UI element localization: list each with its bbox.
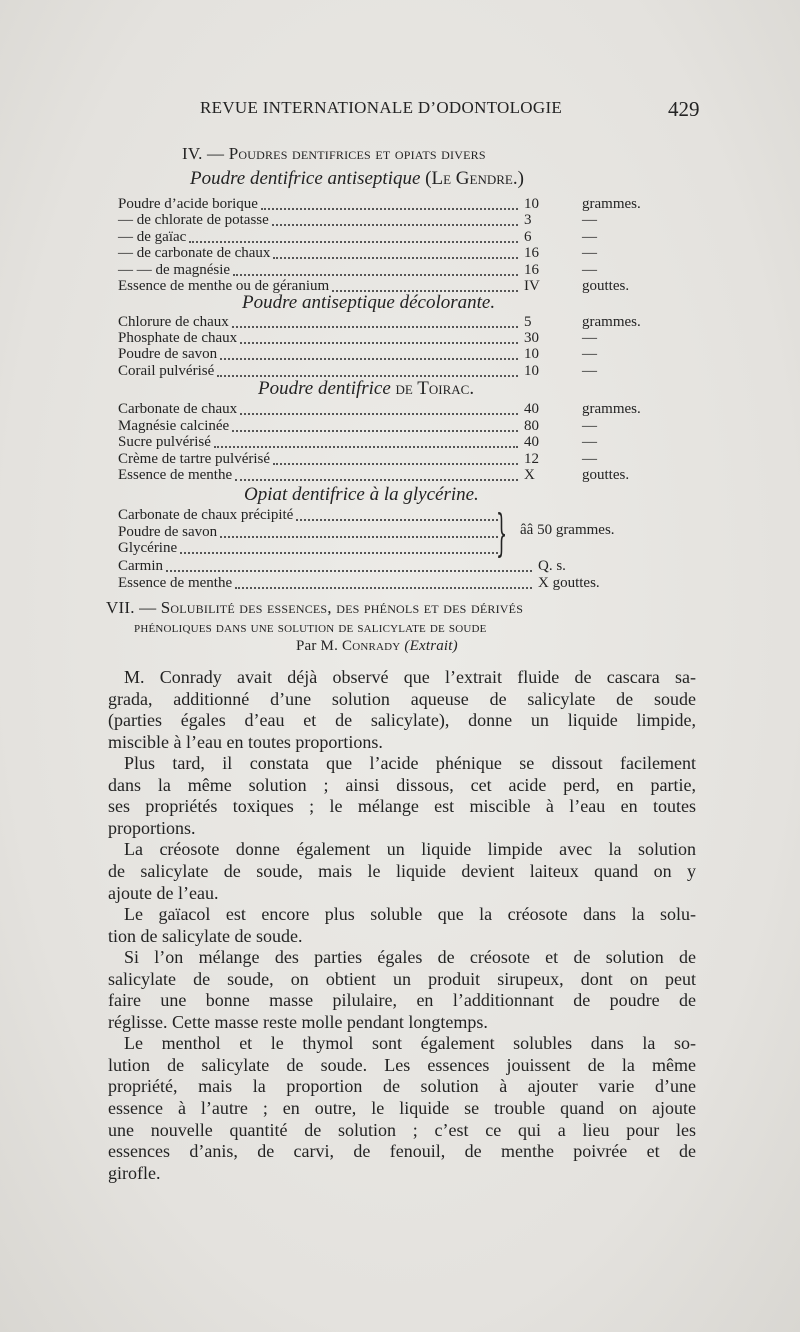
recipe1-title-italic: Poudre dentifrice antiseptique (190, 168, 421, 189)
ingredient-unit: — (582, 212, 597, 229)
body-line: Plus tard, il constata que l’acide phénique se dissout facilement (124, 753, 696, 774)
ingredient-quantity: 40 (524, 401, 539, 417)
ingredient-row (118, 540, 638, 557)
section-vii-byline (296, 638, 458, 655)
dot-leader (232, 430, 518, 432)
ingredient-unit: — (582, 362, 597, 379)
body-line: Le gaïacol est encore plus soluble que la créosote dans la solu- (124, 904, 696, 925)
ingredient-label: Phosphate de chaux (118, 330, 238, 347)
section-vii-title-line2: phénoliques dans une solution de salicylate de soude (134, 620, 487, 636)
body-line: salicylate de soude, on obtient un produit sirupeux, dont on peut (108, 968, 696, 989)
body-line: Si l’on mélange des parties égales de créosote et de solution de (124, 947, 696, 968)
ingredient-quantity: 5 (524, 314, 532, 330)
ingredient-label: Poudre de savon (118, 346, 218, 363)
dot-leader (166, 570, 532, 572)
ingredient-quantity: 30 (524, 330, 539, 347)
recipe2-title: Poudre antiseptique décolorante. (242, 292, 496, 313)
dot-leader (273, 463, 518, 465)
ingredient-quantity: X (524, 467, 535, 484)
body-line: lution de salicylate de soude. Les essences jouissent de la même (108, 1054, 696, 1075)
ingredient-row (118, 418, 638, 435)
dot-leader (261, 208, 518, 210)
ingredient-quantity: X gouttes. (538, 574, 600, 591)
ingredient-unit: — (582, 245, 597, 262)
recipe4-title: Opiat dentifrice à la glycérine. (244, 484, 479, 505)
ingredient-unit: grammes. (582, 314, 641, 330)
ingredient-row (118, 346, 638, 363)
ingredient-unit: — (582, 417, 597, 434)
ingredient-quantity: 10 (524, 362, 539, 379)
ingredient-quantity: IV (524, 278, 540, 294)
body-line: miscible à l’eau en toutes proportions. (108, 731, 383, 752)
dot-leader (233, 274, 518, 276)
body-line: proportions. (108, 817, 196, 838)
ingredient-unit: gouttes. (582, 467, 630, 484)
dot-leader (220, 358, 518, 360)
ingredient-row (118, 558, 638, 575)
ingredient-label: Magnésie calcinée (118, 417, 230, 434)
byline-author: Conrady (341, 638, 401, 654)
section-vii-title-line1: VII. — Solubilité des essences, des phénols et des dérivés (106, 598, 524, 617)
ingredient-label: Poudre de savon (118, 523, 218, 540)
section-iv-number: IV. — (182, 144, 229, 163)
ingredient-unit: grammes. (582, 196, 641, 212)
ingredient-row (118, 401, 641, 418)
ingredient-unit: grammes. (582, 401, 641, 417)
ingredient-label: Crème de tartre pulvérisé (118, 450, 271, 467)
recipe3-title (258, 378, 474, 400)
ingredient-row (118, 330, 638, 347)
ingredient-quantity: Q. s. (538, 558, 566, 574)
body-line: La créosote donne également un liquide limpide avec la solution (124, 839, 696, 860)
section-iv-title (182, 144, 486, 164)
ingredient-row (118, 467, 638, 484)
ingredient-unit: — (582, 450, 597, 467)
ingredient-label: Glycérine (118, 540, 178, 557)
running-head: REVUE INTERNATIONALE D’ODONTOLOGIE (200, 98, 563, 117)
ingredient-quantity: 6 (524, 228, 532, 245)
dot-leader (189, 241, 518, 243)
ingredient-label: — de gaïac (118, 228, 187, 245)
body-line: essences d’anis, de carvi, de fenouil, de menthe poivrée et de (108, 1141, 696, 1162)
ingredient-label: Corail pulvérisé (118, 362, 215, 379)
ingredient-row (118, 434, 638, 451)
ingredient-unit: — (582, 330, 597, 347)
dot-leader (180, 552, 498, 554)
body-line: ses propriétés toxiques ; le mélange est miscible à l’eau en toutes (108, 796, 696, 817)
body-line: réglisse. Cette masse reste molle pendant longtemps. (108, 1011, 488, 1032)
body-line: une nouvelle quantité de solution ; c’est ce qui a lieu pour les (108, 1119, 696, 1140)
recipe1-title-author: (Le Gendre.) (420, 168, 524, 189)
ingredient-label: Chlorure de chaux (118, 314, 229, 330)
body-line: de salicylate de soude, mais le liquide devient laiteux quand on y (108, 860, 696, 881)
ingredient-unit: — (582, 228, 597, 245)
ingredient-row (118, 196, 641, 213)
ingredient-row (118, 262, 638, 279)
body-line: grada, additionné d’une solution aqueuse de salicylate de soude (108, 688, 696, 709)
dot-leader (296, 519, 498, 521)
recipe3-title-author: de Toirac. (390, 378, 475, 399)
dot-leader (273, 257, 518, 259)
ingredient-unit: — (582, 434, 597, 451)
recipe1-title (190, 168, 524, 190)
ingredient-row (118, 451, 638, 468)
ingredient-quantity: 80 (524, 417, 539, 434)
body-line: dans la même solution ; ainsi dissous, cet acide perd, en partie, (108, 774, 696, 795)
ingredient-unit: — (582, 261, 597, 278)
ingredient-quantity: 40 (524, 434, 539, 451)
ingredient-label: — de chlorate de potasse (118, 212, 269, 229)
ingredient-label: Poudre d’acide borique (118, 196, 258, 212)
section-iv-heading: Poudres dentifrices et opiats divers (228, 144, 486, 163)
ingredient-label: — de carbonate de chaux (118, 245, 271, 262)
ingredient-row (118, 245, 638, 262)
body-line: propriété, mais la proportion de solution à ajouter varie d’une (108, 1076, 696, 1097)
dot-leader (220, 536, 498, 538)
ingredient-quantity: 12 (524, 450, 539, 467)
brace: } (496, 504, 508, 562)
ingredient-row (118, 314, 641, 331)
ingredient-quantity: 10 (524, 346, 539, 363)
ingredient-label: Essence de menthe ou de géranium (118, 278, 330, 294)
dot-leader (235, 587, 532, 589)
ingredient-unit: — (582, 346, 597, 363)
ingredient-row (118, 575, 638, 592)
dot-leader (240, 342, 518, 344)
ingredient-quantity: 16 (524, 261, 539, 278)
body-line: (parties égales d’eau et de salicylate), donne un liquide limpide, (108, 710, 696, 731)
page-number: 429 (668, 97, 700, 121)
dot-leader (214, 446, 518, 448)
brace-quantity: ââ 50 grammes. (520, 522, 615, 538)
ingredient-quantity: 16 (524, 245, 539, 262)
body-line: tion de salicylate de soude. (108, 925, 303, 946)
ingredient-quantity: 10 (524, 196, 539, 212)
body-line: girofle. (108, 1162, 161, 1183)
ingredient-label: Carbonate de chaux (118, 401, 238, 417)
body-line: Le menthol et le thymol sont également solubles dans la so- (124, 1033, 696, 1054)
ingredient-label: Essence de menthe (118, 467, 233, 484)
dot-leader (232, 326, 518, 328)
recipe3-title-italic: Poudre dentifrice (258, 378, 391, 399)
dot-leader (272, 224, 518, 226)
ingredient-row (118, 229, 638, 246)
dot-leader (235, 479, 518, 481)
ingredient-label: Carmin (118, 558, 163, 574)
body-line: M. Conrady avait déjà observé que l’extrait fluide de cascara sa- (124, 667, 696, 687)
ingredient-label: — — de magnésie (118, 261, 231, 278)
byline-prefix: Par M. (296, 638, 342, 654)
dot-leader (240, 413, 518, 415)
ingredient-label: Sucre pulvérisé (118, 434, 211, 451)
dot-leader (217, 375, 518, 377)
ingredient-quantity: 3 (524, 212, 532, 229)
ingredient-row (118, 212, 638, 229)
body-line: faire une bonne masse pilulaire, en l’additionnant de poudre de (108, 990, 696, 1011)
ingredient-label: Essence de menthe (118, 574, 233, 591)
ingredient-unit: gouttes. (582, 278, 630, 294)
body-line: ajoute de l’eau. (108, 882, 219, 903)
byline-source: (Extrait) (404, 638, 458, 654)
ingredient-label: Carbonate de chaux précipité (118, 507, 294, 523)
body-line: essence à l’autre ; en outre, le liquide se trouble quand on ajoute (108, 1098, 696, 1118)
